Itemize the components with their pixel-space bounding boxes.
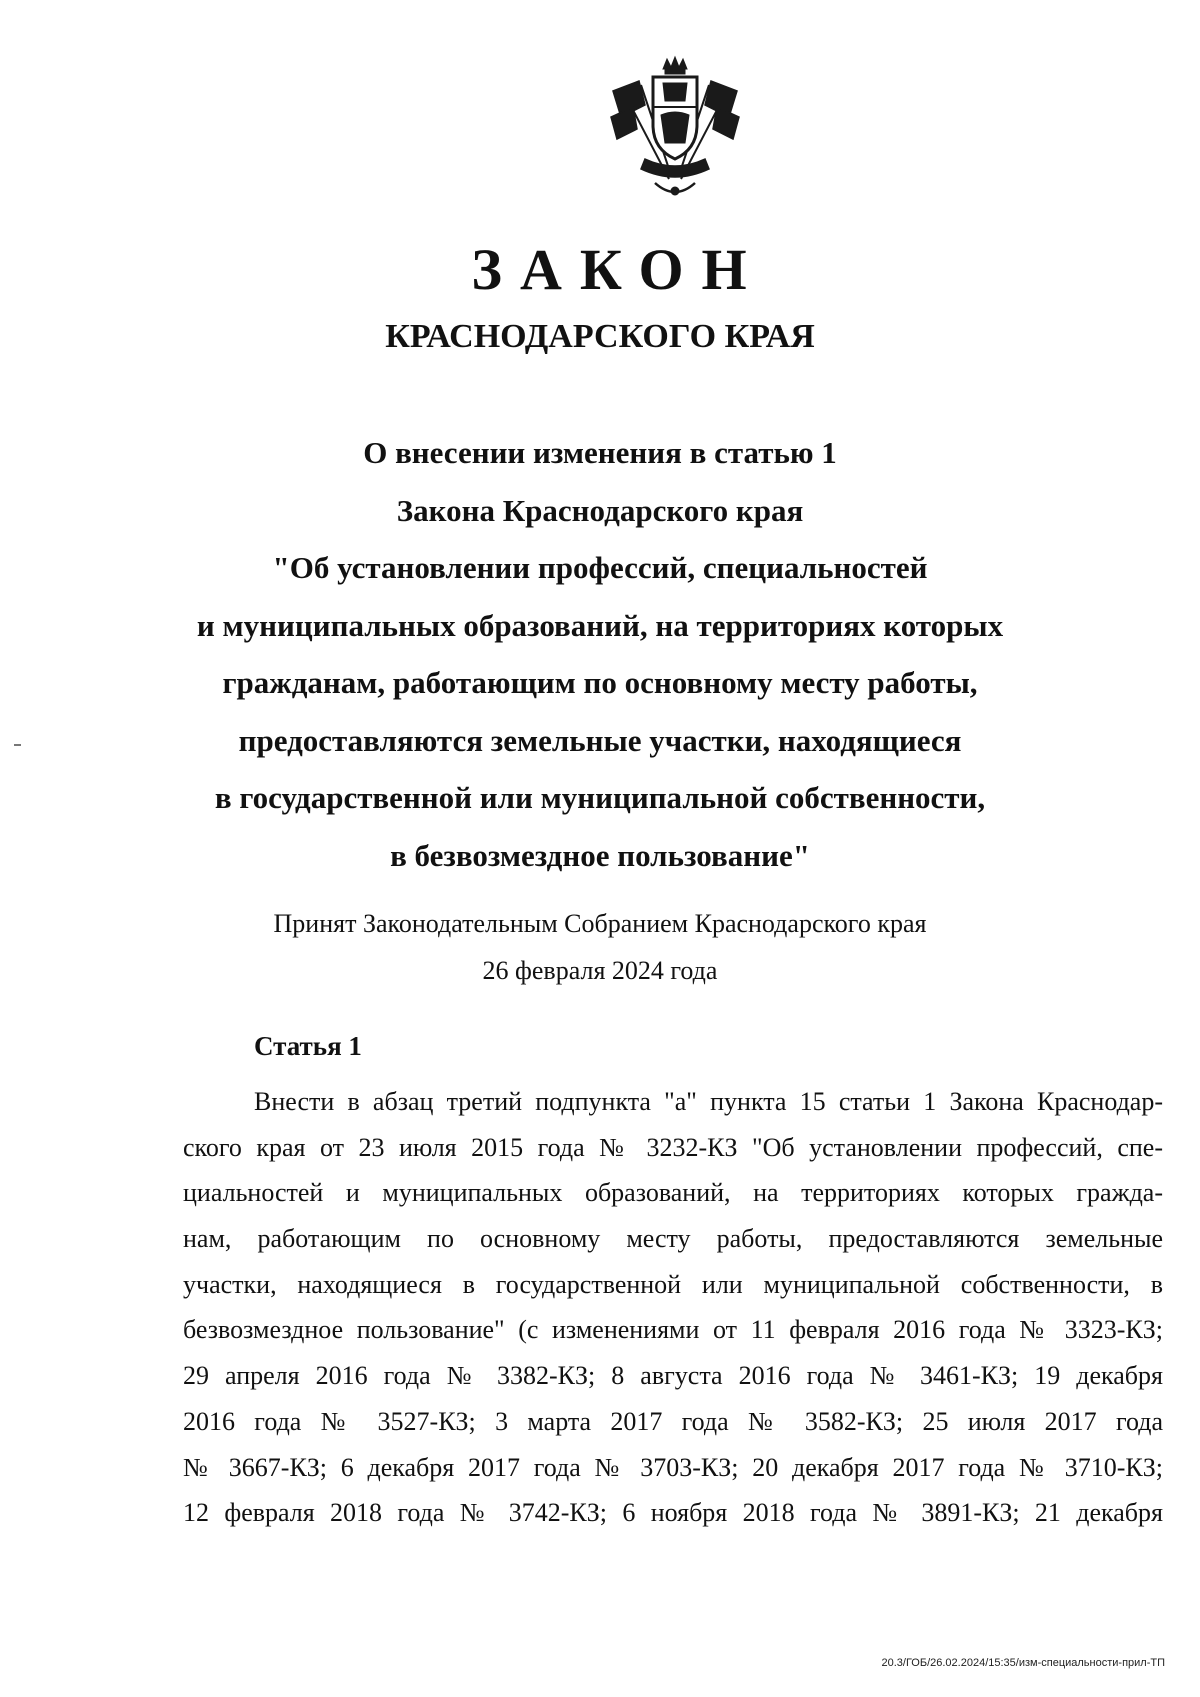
body-line: участки, находящиеся в государственной или муниципальной собственности, в xyxy=(183,1269,1163,1299)
law-title: ЗАКОН xyxy=(471,237,765,302)
adoption-line: Принят Законодательным Собранием Краснодарского края xyxy=(273,909,927,938)
heading-line: О внесении изменения в статью 1 xyxy=(363,435,837,470)
law-heading xyxy=(0,424,1200,884)
body-line: безвозмездное пользование" (с изменениями от 11 февраля 2016 года № 3323-КЗ; xyxy=(183,1315,1163,1345)
coat-of-arms-emblem xyxy=(605,55,745,205)
document-footer-code: 20.3/ГОБ/26.02.2024/15:35/изм-специальности-прил-ТП xyxy=(881,1657,1165,1669)
heading-line: в безвозмездное пользование" xyxy=(390,837,810,873)
body-line: 12 февраля 2018 года № 3742-КЗ; 6 ноября 2018 года № 3891-КЗ; 21 декабря xyxy=(183,1498,1163,1528)
heading-line: гражданам, работающим по основному месту работы, xyxy=(222,665,978,700)
body-line: Внести в абзац третий подпункта "а" пункта 15 статьи 1 Закона Краснодар- xyxy=(254,1087,1163,1116)
body-line: 2016 года № 3527-КЗ; 3 марта 2017 года № 3582-КЗ; 25 июля 2017 года xyxy=(183,1406,1163,1436)
heading-line: предоставляются земельные участки, находящиеся xyxy=(238,722,962,758)
body-line: ского края от 23 июля 2015 года № 3232-КЗ "Об установлении профессий, спе- xyxy=(183,1132,1163,1162)
heading-line: "Об установлении профессий, специальностей xyxy=(272,550,928,585)
adoption-note xyxy=(0,900,1200,994)
region-title: КРАСНОДАРСКОГО КРАЯ xyxy=(385,318,815,355)
article-title: Статья 1 xyxy=(254,1031,362,1061)
scan-speck xyxy=(14,744,21,746)
heading-line: Закона Краснодарского края xyxy=(396,492,804,528)
heading-line: в государственной или муниципальной собственности, xyxy=(214,780,986,815)
heading-line: и муниципальных образований, на территориях которых xyxy=(196,607,1004,643)
body-line: циальностей и муниципальных образований, на территориях которых гражда- xyxy=(183,1178,1163,1208)
body-line: 29 апреля 2016 года № 3382-КЗ; 8 августа 2016 года № 3461-КЗ; 19 декабря xyxy=(183,1361,1163,1391)
adoption-date: 26 февраля 2024 года xyxy=(482,956,718,985)
body-line: № 3667-КЗ; 6 декабря 2017 года № 3703-КЗ; 20 декабря 2017 года № 3710-КЗ; xyxy=(183,1452,1163,1482)
article-body xyxy=(183,1082,1163,1539)
body-line: нам, работающим по основному месту работы, предоставляются земельные xyxy=(183,1224,1163,1254)
